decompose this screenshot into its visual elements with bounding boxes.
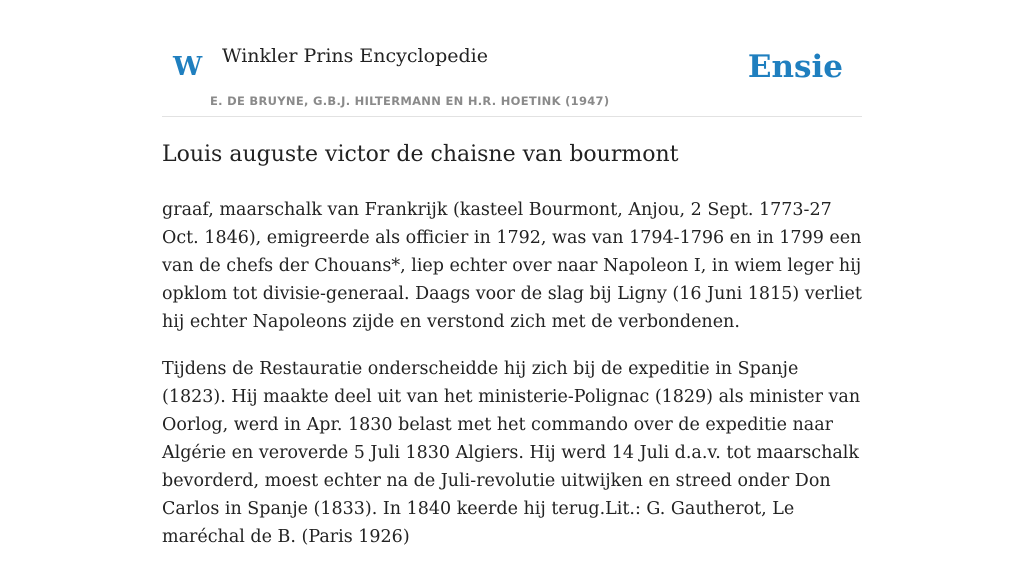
article-paragraph: graaf, maarschalk van Frankrijk (kasteel Bourmont, Anjou, 2 Sept. 1773-27 Oct. 1846), emigreerde als officier in 1792, was van 1794-1796 en in 1799 een van de chefs der Chouans*, liep echter over naar Napoleon I, in wiem leger hij opklom tot divisie-generaal. Daags voor de slag bij Ligny (16 Juni 1815) verliet hij echter Napoleons zijde en verstond zich met de verbondenen. bbox=[162, 200, 862, 332]
article-content bbox=[162, 138, 862, 570]
article-paragraph: Tijdens de Restauratie onderscheidde hij zich bij de expeditie in Spanje (1823). Hij maakte deel uit van het ministerie-Polignac (1829) als minister van Oorlog, werd in Apr. 1830 belast met het commando over de expeditie naar Algérie en veroverde 5 Juli 1830 Algiers. Hij werd 14 Juli d.a.v. tot maarschalk bevorderd, moest echter na de Juli-revolutie uitwijken en streed onder Don Carlos in Spanje (1833). In 1840 keerde hij terug.Lit.: G. Gautherot, Le maréchal de B. (Paris 1926) bbox=[162, 359, 861, 547]
article-title: Louis auguste victor de chaisne van bourmont bbox=[162, 142, 679, 167]
source-authors: E. DE BRUYNE, G.B.J. HILTERMANN EN H.R. HOETINK (1947) bbox=[210, 94, 610, 108]
winkler-prins-logo[interactable]: W bbox=[173, 52, 203, 82]
source-header bbox=[162, 0, 862, 117]
source-title[interactable]: Winkler Prins Encyclopedie bbox=[222, 45, 488, 67]
ensie-logo[interactable]: Ensie bbox=[747, 49, 843, 85]
